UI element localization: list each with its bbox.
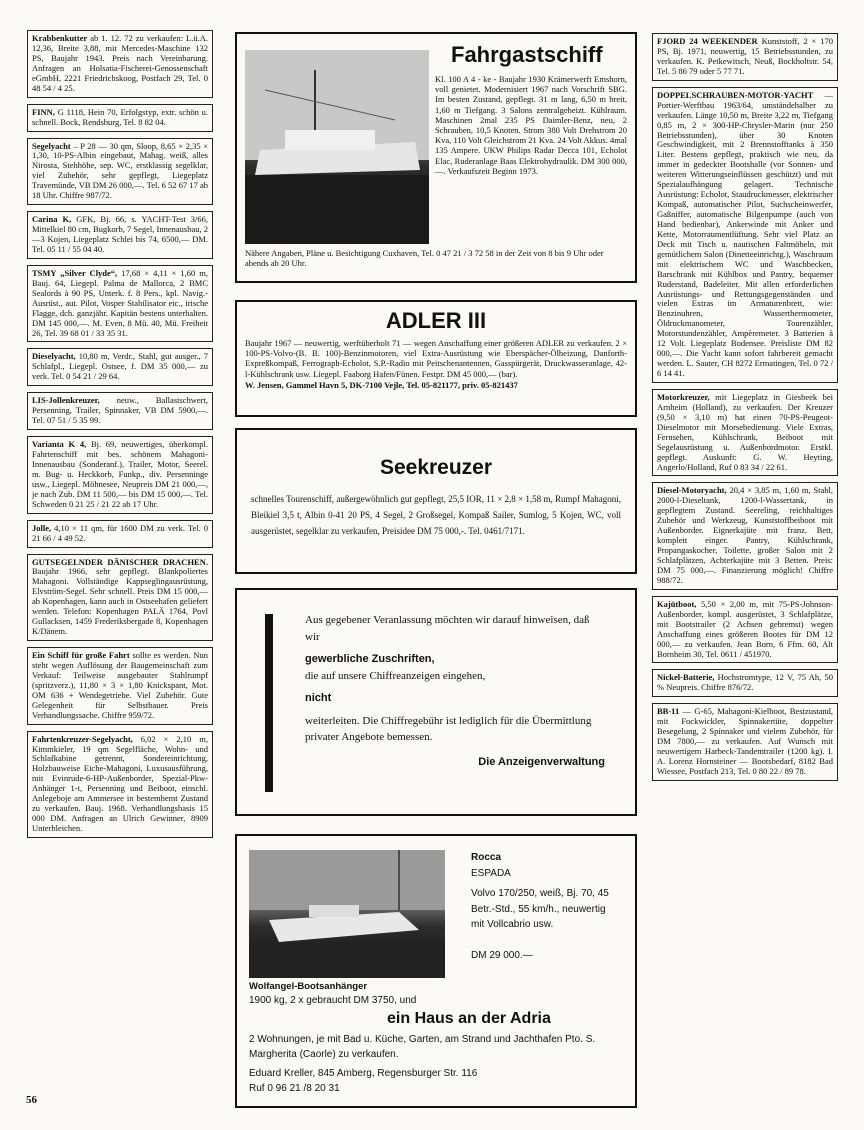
ad-title: ADLER III: [385, 308, 487, 333]
right-column: [652, 33, 838, 787]
classified-ad: Diesel-Motoryacht, 20,4 × 3,85 m, 1,60 m, Stahl, 2000-l-Dieseltank, 1200-l-Wassertank, in gepflegtem Zustand. Seereling, reichhaltiges Zubehör und Werkzeug, Kunststoffbeiboot mit Außenborder. Eignerkajüte mit franz. Bett, komplett einger. Pantry, Kühlschrank, Propangaskocher, Toilette, großer Salon mit 2 Schlafplätzen, Achterkajüte mit 3 Betten. Preis: DM 75 000,—. Finanzierung möglich! Chiffre 988/72.: [652, 482, 838, 589]
ship-photo: [245, 50, 429, 244]
left-column: [27, 30, 213, 844]
classified-ad: Dieselyacht, 10,80 m, Verdr., Stahl, gut ausger., 7 Schlafpl., Liegepl. Ostsee, f. DM 35 000,— zu verk. Tel. 0 54 21 / 29 64.: [27, 348, 213, 386]
ad-body: Baujahr 1967 — neuwertig, werftüberholt 71 — wegen Anschaffung einer größeren ADLER zu verkaufen. 2 × 100-PS-Volvo-(B. B. 100)-Benzinmotoren, viel Extra-Ausrüstung wie Eberspächer-Ölheizung, Danforth-Expreßkompaß, Ferrograph-Echolot, S.P.-Radio mit Peitschenantennen, Gasspürgerät, Druckwasseranlage, 42-l-Kühlschrank usw. Liegepl. Faaborg Hafen/Fünen. Festpr. DM 45 000,— (bar).: [245, 338, 627, 379]
notice-text: [305, 612, 605, 770]
classified-ad: TSMY „Silver Clyde“, 17,68 × 4,11 × 1,60 m, Bauj. 64, Liegepl. Palma de Mallorca, 2 BMC Sealords à 90 PS, Unterk. f. 8 Pers., kpl. Navig.-Ausrüst., aut. Pilot, Vosper Stabilisator etc., irische Flagge, dch. ganzjähr. Kapitän bestens unterhalten. DM 145 000,—. M. Even, 8 Mü. 40, Mü. Freiheit 26, Tel. 39 68 01 / 33 35 31.: [27, 265, 213, 343]
classified-ad: FINN, G 1118, Hein 70, Erfolgstyp, extr. schön u. schnell. Bock, Rendsburg, Tel. 8 82 04.: [27, 104, 213, 132]
classified-ad: Fahrtenkreuzer-Segelyacht, 6,02 × 2,10 m, Kimmkieler, 19 qm Segelfläche, Wohn- und Schlafkabine getrennt, Sondereinrichtung, Holzbauweise Eiche-Mahagoni, Luxusausführung, mit Evinrude-6-HP-Außenborder, Spezial-Pkw-Anhänger 1-t, Persenning und Beiboot, einschl. Anlegeboje am Ammersee in bestemhemt Zustand zu verkaufen. Bauj. 1968. Verhandlungsbasis 15 000 DM. Anfragen an Ulrich Gewinner, 8909 Unterbleichen.: [27, 731, 213, 838]
rocca-title: Rocca: [471, 852, 502, 863]
notice-bold: gewerbliche Zuschriften,: [305, 653, 435, 665]
notice-line: weiterleiten. Die Chiffregebühr ist lediglich für die Übermittlung privater Angebote bemessen.: [305, 714, 592, 743]
classified-ad: Varianta K 4, Bj. 69, neuwertiges, überkompl. Fahrtenschiff mit bes. schönem Mahagoni-Innenausbau (Sonderanf.), Trailer, Motor, Seerel. m. Bug- u. Heckkorb, Funkp., div. Persenninge usw., Liegepl. Möhnesee, Neupreis DM 21 000,—, je nach Zub. DM 11 500,— bis DM 15 000,—. Tel. Schweden 0 21 25 / 21 22 ab 17 Uhr.: [27, 436, 213, 514]
notice-line: Aus gegebener Veranlassung möchten wir darauf hinweisen, daß wir: [305, 614, 590, 643]
classified-ad: BB-11 — G-65, Mahagoni-Kielboot, Bestzustand, mit Fockwickler, Spinnakertüte, doppelter Besegelung, 2 Spinnaker und vielem Zubehör, für DM 7800,— zu verkaufen. Auf Wunsch mit neuwertigem Harbeck-Tandemtrailer (1200 kg). I. A. Lorenz Hornsteiner — Bootsbedarf, 8182 Bad Wiessee, Postfach 213, Tel. 0 80 22 / 89 78.: [652, 703, 838, 781]
ad-title: Seekreuzer: [379, 456, 493, 479]
notice-box: [235, 588, 637, 816]
ad-body: Kl. 100 A 4 - ke - Baujahr 1930 Krämerwerft Emshorn, voll genietet. Modernisiert 1967 nach Vorschrift SBG. Im besten Zustand, gepflegt. 31 m lang, 6,50 m breit, 1,60 m Tiefgang. 3 Salons zentralgeheizt. Kühlraum. Maschinen 2mal 235 PS Daimler-Benz, neu, 2 Schrauben, 10,5 Knoten. Strom 380 Volt Drehstrom 20 Kva, 110 Volt Gleichstrom 21 Kva. 24 Volt Akkus. 4mal 135 Ampere. UKW Philips Radar Decca 101, Echolot Elac, Ruderanlage Baas Elektrohydraulik. DM 300 000,—. Verkaufszeit Beginn 1973.: [435, 74, 627, 176]
notice-bar: [265, 614, 273, 792]
trailer-text: 1900 kg, 2 x gebraucht DM 3750, und: [249, 995, 417, 1006]
classified-ad: DOPPELSCHRAUBEN-MOTOR-YACHT — Portier-Werftbau 1963/64, umständehalber zu verkaufen. Länge 10,50 m, Breite 3,22 m, Tiefgang 0,85 m, 2 × 300-HP-Chrysler-Marin (nur 250 Betriebsstunden), über 30 Knoten Geschwindigkeit, mit 2 Brennstofftanks à 350 Liter. Bestens gepflegt, praktisch wie neu, da immer in gedeckter Bootshalle (vor Sonnen- und weiteren Witterungseinflüssen geschützt) und mit Spezialaufhängung gelagert. Technische Ausrüstung: Echolot, Staudruckmesser, elektrischer Kompaß, automatischer Pilot, Suchscheinwerfer, Gaßniffer, automatische Bilgenpumpe (auch von Hand bedienbar), Ankerwinde mit Anker und Kette, Motorraumentlüftung. Sehr viel Platz an Deck mit Tisch u. nautischen Faltmöbeln, mit gemütlichem Salon (Dinetteeinrichtg.), Waschraum mit elektrischem WC und Waschbecken, Barschrank mit Kühlbox und Pantry, bequemer Ruderstand, Badeleiter. Mit allen erforderlichen Ausrüstungs- und Rettungsgegenständen und vielen Extras im Armaturenbrett, wie: Benzinuhren, Wasserthermometer, Öldruckmanometer, Tourenzähler, Motorstundenzähler, Ampèremeter. 3 Batterien à 12 Volt. Liegeplatz Bodensee. Preisliste DM 82 000,—. Die Yacht kann sofort fahrbereit gemacht werden. L. Sauter, CH 8272 Ermatingen, Tel. 0 72 / 6 14 41.: [652, 87, 838, 383]
notice-line: die auf unsere Chiffreanzeigen eingehen,: [305, 669, 486, 682]
classified-ad: LIS-Jollenkreuzer, neuw., Ballastschwert, Persenning, Trailer, Spinnaker, VB DM 5900,—. Tel. 07 51 / 5 35 99.: [27, 392, 213, 430]
page-number: 56: [26, 1094, 37, 1106]
classified-ad: GUTSEGELNDER DÄNISCHER DRACHEN. Baujahr 1966, sehr gepflegt. Blankpoliertes Mahagoni. Vollständige Kappseglingausrüstung, Elvström-Segel. Sehr schnell. Preis DM 15 000,— ab Kopenhagen, kann auch in Ostseehafen geliefert werden. Telefon: Kopenhagen PALÄ 1764, Povl Gullacksen, 1459 Frederiksbergade 8, Kopenhagen K/Dänem.: [27, 554, 213, 642]
seekreuzer-ad: [235, 428, 637, 574]
classified-ad: Krabbenkutter ab 1. 12. 72 zu verkaufen: L.ü.A. 12,36, Breite 3,88, mit Mercedes-Maschine 132 PS, Baujahr 1943. Preis nach Vereinbarung. Anfragen an Holsatia-Fischerei-Genossenschaft eGmbH, 2221 Friedrichskoog, Postfach 29, Tel. 0 48 54 / 4 25.: [27, 30, 213, 98]
contact-phone: Ruf 0 96 21 /8 20 31: [249, 1083, 340, 1094]
notice-bold: nicht: [305, 692, 332, 704]
classified-ad: Segelyacht – P 28 — 30 qm, Sloop, 8,65 × 2,35 × 1,30, 10-PS-Albin eingebaut, Mahag. weiß, alles Nirosta, Stehhöhe, sep. WC, erstklassig segelklar, viel Zubehör, sehr gepflegt, Liegeplatz Travemünde, VB DM 26 000,—. Tel. 6 52 67 17 ab 18 Uhr. Chiffre 987/72.: [27, 138, 213, 206]
haus-title: ein Haus an der Adria: [387, 1010, 551, 1027]
classified-ad: Kajütboot, 5,50 × 2,00 m, mit 75-PS-Johnson-Außenborder, kompl. ausgerüstet, 3 Schlafplätze, mit Bootstrailer (2 Achsen gebremst) wegen Anschaffung eines größeren Bootes für DM 12 000,— zu verkaufen. Jean Born, 6 Ffm. 60, Alt Bornheim 30, Tel. 0611 / 451970.: [652, 596, 838, 664]
trailer-head: Wolfangel-Bootsanhänger: [249, 981, 368, 992]
ad-footer: W. Jensen, Gammel Havn 5, DK-7100 Vejle, Tel. 05-821177, priv. 05-821437: [245, 379, 518, 390]
contact-address: Eduard Kreller, 845 Amberg, Regensburger Str. 116: [249, 1068, 478, 1079]
classified-ad: Motorkreuzer, mit Liegeplatz in Giesbeek bei Arnheim (Holland), zu verkaufen. Der Kreuzer (9,50 × 3,10 m) hat einen 70-PS-Peugeot-Dieselmotor mit Morsebedienung. Viele Extras, Fernsehen, Kühlschrank, Beiboot mit Segelausrüstung u. Außenbordmotor. Erstkl. gepflegt. Auskunft: G. W. Heyting, Angerlo/Holland, Ruf 0 83 34 / 22 61.: [652, 389, 838, 477]
rocca-price: DM 29 000.—: [471, 950, 533, 961]
classified-ad: Carina K, GFK, Bj. 66, s. YACHT-Test 3/66, Mittelkiel 80 cm, Bugkorb, 7 Segel, Innenausbau, 2—3 Kojen, Liegeplatz Schlei bis 74, 6500,— DM. Tel. 05 11 / 55 04 40.: [27, 211, 213, 259]
classified-ad: Jolle, 4,10 × 11 qm, für 1600 DM zu verk. Tel. 0 21 66 / 4 49 52.: [27, 520, 213, 548]
classified-ad: Ein Schiff für große Fahrt sollte es werden. Nun steht wegen Auflösung der Baugemeinschaft zum Verkauf: Teilweise ausgebauter Stahlrumpf (spritzverz.), 11,80 × 3 × 1,80 Knickspant, Mot. OM 636 + Wendegetriebe. Viel Zubehör. Gute Gelegenheit für Selbstbauer. Preis Verhandlungssache. Chiffre 959/72.: [27, 647, 213, 725]
rocca-ad: [235, 834, 637, 1108]
rocca-body: Volvo 170/250, weiß, Bj. 70, 45 Betr.-Std., 55 km/h., neuwertig mit Vollcabrio usw.: [471, 888, 609, 930]
rocca-subtitle: ESPADA: [471, 868, 511, 879]
ad-title: Fahrgastschiff: [451, 42, 603, 67]
boat-illustration: [249, 850, 445, 978]
adler-ad: [235, 300, 637, 417]
ad-footer: Nähere Angaben, Pläne u. Besichtigung Cuxhaven, Tel. 0 47 21 / 3 72 58 in der Zeit von 8 bis 9 Uhr oder abends ab 20 Uhr.: [245, 248, 604, 269]
ad-body: schnelles Tourenschiff, außergewöhnlich gut gepflegt, 25,5 IOR, 11 × 2,8 × 1,58 m, Rumpf Mahagoni, Bleikiel 3,5 t, Albin 0-41 20 PS, 4 Segel, 2 Großsegel, Kompaß Sailer, Sumlog, 5 Kojen, WC, voll ausgerüstet, segelklar zu verkaufen, Preisidee DM 75 000,-. Tel. 0461/7171.: [251, 494, 621, 536]
ship-illustration: [245, 50, 429, 244]
haus-text: 2 Wohnungen, je mit Bad u. Küche, Garten, am Strand und Jachthafen Pto. S. Margherita (Caorle) zu verkaufen.: [249, 1034, 596, 1060]
notice-signature: Die Anzeigenverwaltung: [478, 755, 605, 768]
classified-ad: Nickel-Batterie, Hochstromtype, 12 V, 75 Ah, 50 % Neupreis. Chiffre 876/72.: [652, 669, 838, 697]
fahrgastschiff-ad: [235, 32, 637, 283]
classified-ad: FJORD 24 WEEKENDER Kunststoff, 2 × 170 PS, Bj. 1971, neuwertig, 15 Betriebsstunden, zu verkaufen. K. Petkewitsch, Neuß, Bockholtstr. 54, Tel. 5 86 79 oder 5 77 71.: [652, 33, 838, 81]
boat-photo: [249, 850, 445, 978]
